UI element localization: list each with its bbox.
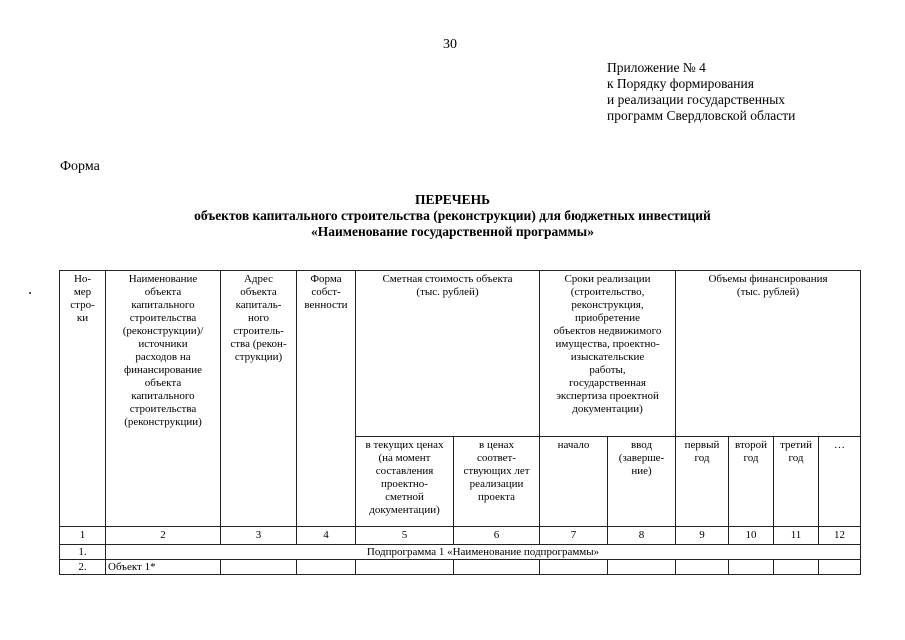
subheader-commissioning: ввод (заверше- ние) [608, 437, 676, 527]
objects-table [59, 270, 861, 575]
header-row-number: Но- мер стро- ки [60, 271, 106, 527]
column-number: 8 [608, 527, 676, 545]
form-label: Форма [60, 159, 100, 174]
header-funding: Объемы финансирования (тыс. рублей) [676, 271, 861, 437]
header-terms: Сроки реализации (строительство, реконструкция, приобретение объектов недвижимого имущества, проектно- изыскательские работы, государственная экспертиза проектной документации) [540, 271, 676, 437]
column-number: 9 [676, 527, 729, 545]
header-address: Адрес объекта капиталь- ного строитель- ства (рекон- струкции) [221, 271, 297, 527]
title-line-3: «Наименование государственной программы» [311, 224, 594, 239]
column-number: 11 [774, 527, 819, 545]
empty-cell [676, 560, 729, 575]
column-number: 7 [540, 527, 608, 545]
empty-cell [297, 560, 356, 575]
column-numbers-row [60, 527, 861, 545]
header-ownership: Форма собст- венности [297, 271, 356, 527]
empty-cell [608, 560, 676, 575]
subheader-third-year: третий год [774, 437, 819, 527]
column-number: 10 [729, 527, 774, 545]
subprogram-name: Подпрограмма 1 «Наименование подпрограммы» [106, 545, 861, 560]
empty-cell [774, 560, 819, 575]
margin-dot [29, 292, 31, 294]
appendix-line: и реализации государственных [607, 92, 786, 107]
column-number: 1 [60, 527, 106, 545]
column-number: 5 [356, 527, 454, 545]
empty-cell [356, 560, 454, 575]
row-number: 2. [60, 560, 106, 575]
column-number: 6 [454, 527, 540, 545]
subheader-second-year: второй год [729, 437, 774, 527]
appendix-line: программ Свердловской области [607, 108, 796, 123]
subheader-start: начало [540, 437, 608, 527]
column-number: 2 [106, 527, 221, 545]
subheader-first-year: первый год [676, 437, 729, 527]
header-estimated-cost: Сметная стоимость объекта (тыс. рублей) [356, 271, 540, 437]
title-line-1: ПЕРЕЧЕНЬ [414, 192, 491, 207]
page-number: 30 [443, 37, 457, 52]
empty-cell [454, 560, 540, 575]
object-name: Объект 1* [106, 560, 221, 575]
column-number: 12 [819, 527, 861, 545]
empty-cell [729, 560, 774, 575]
empty-cell [819, 560, 861, 575]
column-number: 3 [221, 527, 297, 545]
empty-cell [540, 560, 608, 575]
subheader-respective-prices: в ценах соответ- ствующих лет реализации проекта [454, 437, 540, 527]
header-object-name: Наименование объекта капитального строительства (реконструкции)/ источники расходов на финансирование объекта капитального строительства (реконструкции) [106, 271, 221, 527]
empty-cell [221, 560, 297, 575]
appendix-line: к Порядку формирования [607, 76, 754, 91]
appendix-line: Приложение № 4 [607, 60, 706, 75]
appendix-note [607, 60, 795, 124]
title-line-2: объектов капитального строительства (реконструкции) для бюджетных инвестиций [194, 208, 711, 223]
table-row [60, 545, 861, 560]
subheader-current-prices: в текущих ценах (на момент составления проектно- сметной документации) [356, 437, 454, 527]
table-header-row [60, 271, 861, 437]
subheader-more: … [819, 437, 861, 527]
document-title [0, 192, 905, 240]
table-row [60, 560, 861, 575]
column-number: 4 [297, 527, 356, 545]
row-number: 1. [60, 545, 106, 560]
